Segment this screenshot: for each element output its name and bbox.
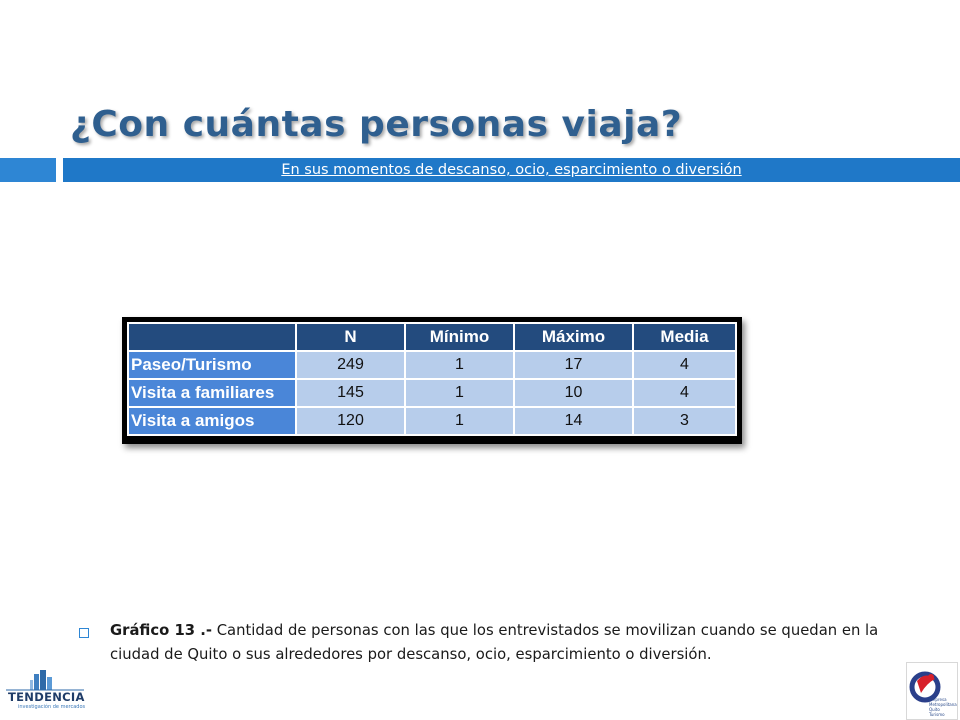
header-cell-n: N <box>297 324 404 350</box>
table-row <box>129 408 735 434</box>
cell-media: 3 <box>634 408 735 434</box>
header-cell-empty <box>129 324 295 350</box>
cell-media: 4 <box>634 380 735 406</box>
caption-text: Cantidad de personas con las que los entrevistados se movilizan cuando se quedan en la ciudad de Quito o sus alrededores por descanso, ocio, esparcimiento o diversión. <box>110 622 879 663</box>
header-cell-maximo: Máximo <box>515 324 632 350</box>
cell-maximo: 17 <box>515 352 632 378</box>
row-label-visita-familiares: Visita a familiares <box>129 380 295 406</box>
caption-label: Gráfico 13 .- <box>110 622 212 639</box>
cell-maximo: 14 <box>515 408 632 434</box>
tendencia-logo <box>4 668 88 716</box>
cell-n: 249 <box>297 352 404 378</box>
cell-minimo: 1 <box>406 380 513 406</box>
cell-media: 4 <box>634 352 735 378</box>
row-label-paseo-turismo: Paseo/Turismo <box>129 352 295 378</box>
cell-maximo: 10 <box>515 380 632 406</box>
table-header-row <box>129 324 735 350</box>
header-cell-minimo: Mínimo <box>406 324 513 350</box>
slide-title: ¿Con cuántas personas viaja? <box>70 104 683 145</box>
city-skyline-icon <box>4 668 88 692</box>
tendencia-logo-name: TENDENCIA <box>8 690 85 704</box>
accent-bar-left <box>0 158 56 182</box>
table-row <box>129 352 735 378</box>
cell-minimo: 1 <box>406 352 513 378</box>
cell-minimo: 1 <box>406 408 513 434</box>
row-label-visita-amigos: Visita a amigos <box>129 408 295 434</box>
quito-turismo-logo-text: Empresa Metropolitana Quito Turismo <box>929 697 957 717</box>
cell-n: 120 <box>297 408 404 434</box>
bullet-square-icon <box>79 628 89 638</box>
figure-caption <box>110 619 925 667</box>
stats-table <box>127 322 737 436</box>
tendencia-logo-tagline: investigación de mercados <box>18 704 86 710</box>
header-cell-media: Media <box>634 324 735 350</box>
slide-subtitle[interactable]: En sus momentos de descanso, ocio, esparcimiento o diversión <box>281 162 742 178</box>
table-row <box>129 380 735 406</box>
cell-n: 145 <box>297 380 404 406</box>
quito-turismo-logo <box>906 662 958 720</box>
stats-table-frame <box>122 317 742 444</box>
